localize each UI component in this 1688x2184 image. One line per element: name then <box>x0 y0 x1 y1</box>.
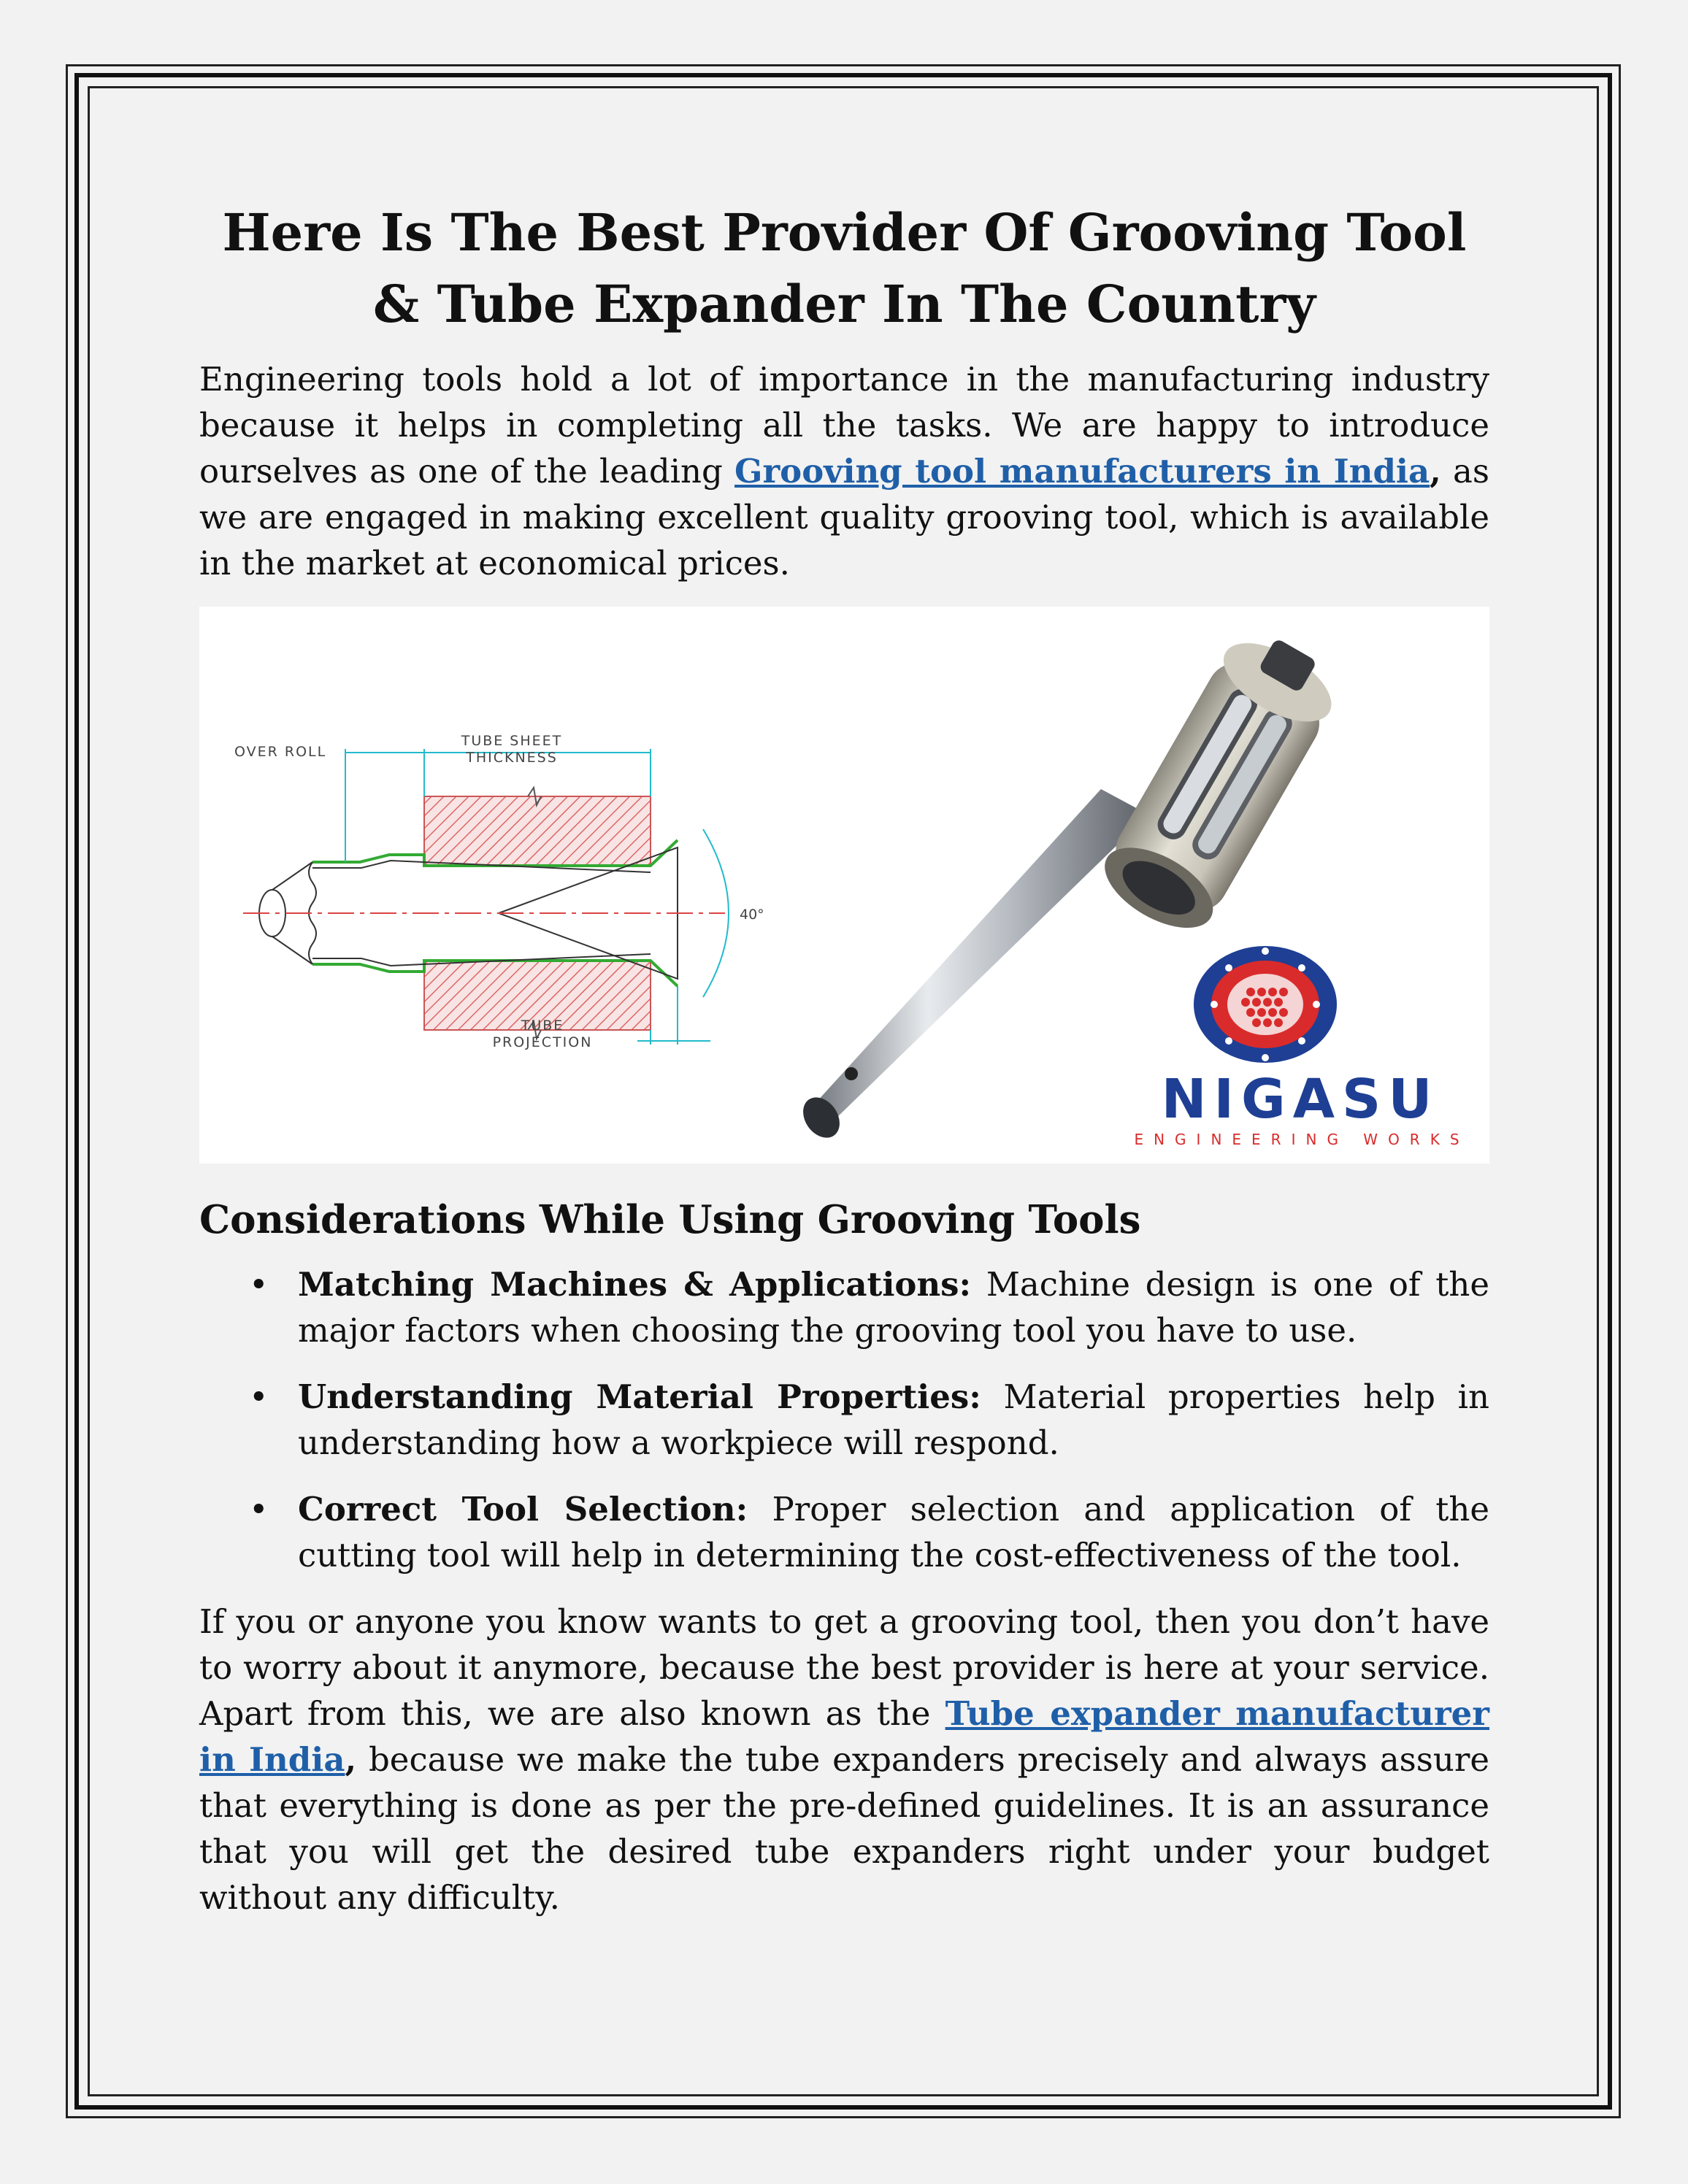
logo-subtitle: ENGINEERING WORKS <box>1134 1131 1470 1148</box>
list-item <box>199 1261 1489 1353</box>
tube-expansion-diagram <box>234 733 764 1050</box>
list-item <box>199 1486 1489 1578</box>
tube-label-2: PROJECTION <box>492 1034 593 1050</box>
list-item <box>199 1374 1489 1466</box>
outro-comma: , <box>345 1740 357 1779</box>
list-item-text: Material properties help in understanding how a workpiece will respond. <box>298 1377 1489 1462</box>
list-item-title: Understanding Material Properties: <box>298 1377 981 1416</box>
tube-label-1: TUBE <box>521 1018 564 1034</box>
hero-image <box>199 607 1489 1164</box>
tube-sheet-top <box>424 796 651 866</box>
bullet-icon: • <box>249 1490 269 1529</box>
tube-expander-tool-illustration <box>796 620 1349 1145</box>
list-item-text: Proper selection and application of the cutting tool will help in determining the cost-effectiveness of the tool. <box>298 1490 1489 1574</box>
outro-paragraph <box>199 1599 1489 1920</box>
list-item-title: Matching Machines & Applications: <box>298 1265 972 1304</box>
tube-sheet-label-2: THICKNESS <box>466 750 558 766</box>
nigasu-logo <box>1134 946 1469 1148</box>
over-roll-label: OVER ROLL <box>234 744 327 760</box>
intro-comma: , <box>1430 452 1441 491</box>
considerations-list <box>199 1261 1489 1578</box>
outro-text-start: If you or anyone you know wants to get a grooving tool, then you don’t have to worry about it anymore, because the best provider is here at your service. Apart from this, we are also known as the <box>199 1602 1489 1733</box>
intro-text-end: as we are engaged in making excellent quality grooving tool, which is available in the market at economical prices. <box>199 452 1489 582</box>
bullet-icon: • <box>249 1265 269 1304</box>
logo-name: NIGASU <box>1161 1068 1440 1131</box>
intro-text-start: Engineering tools hold a lot of importance in the manufacturing industry because it helps in completing all the tasks. We are happy to introduce ourselves as one of the leading <box>199 360 1489 491</box>
angle-label: 40° <box>740 907 764 923</box>
grooving-tool-link[interactable]: Grooving tool manufacturers in India <box>734 452 1430 491</box>
bullet-icon: • <box>249 1377 269 1416</box>
tube-expander-link[interactable]: Tube expander manufacturer in India <box>199 1694 1489 1779</box>
document-content <box>199 197 1489 1920</box>
list-item-title: Correct Tool Selection: <box>298 1490 748 1529</box>
tube-sheet-label-1: TUBE SHEET <box>461 733 563 749</box>
page-title: Here Is The Best Provider Of Grooving Tool & Tube Expander In The Country <box>222 202 1467 334</box>
intro-paragraph <box>199 356 1489 586</box>
list-item-text: Machine design is one of the major factors when choosing the grooving tool you have to use. <box>298 1265 1489 1350</box>
outro-text-end: because we make the tube expanders precisely and always assure that everything is done as per the pre-defined guidelines. It is an assurance that you will get the desired tube expanders right under your budget without any difficulty. <box>199 1740 1489 1917</box>
section-title: Considerations While Using Grooving Tools <box>199 1197 1141 1242</box>
